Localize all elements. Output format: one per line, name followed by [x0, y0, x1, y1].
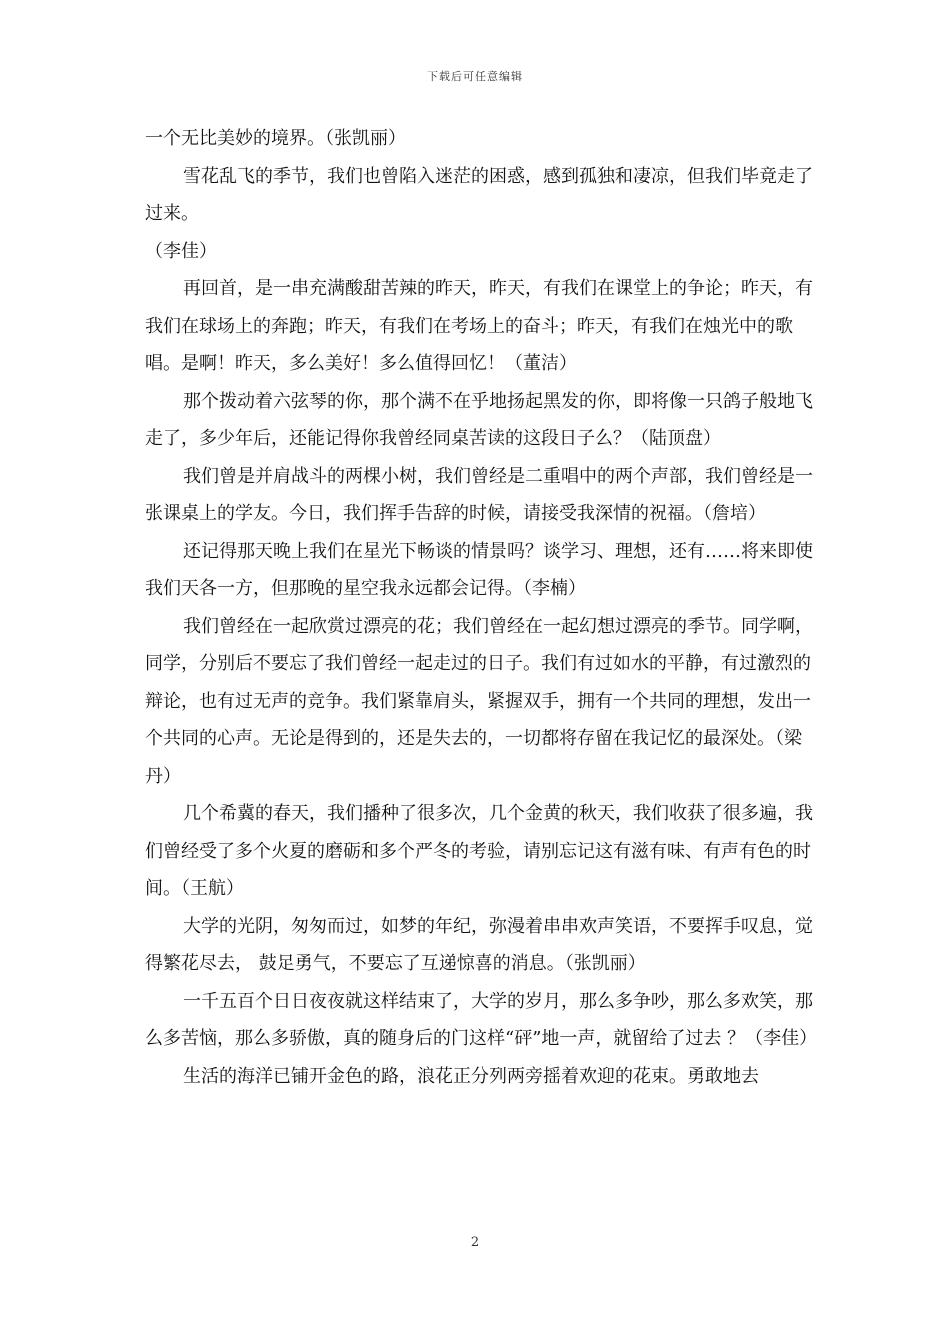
paragraph: 一千五百个日日夜夜就这样结束了，大学的岁月，那么多争吵，那么多欢笑，那么多苦恼，那么多骄傲，真的随身后的门这样“砰”地一声，就留给了过去 ？（李佳）: [145, 990, 818, 1049]
document-body: [145, 120, 818, 1095]
page-number: 2: [470, 1235, 480, 1250]
paragraph: 我们曾是并肩战斗的两棵小树，我们曾经是二重唱中的两个声部，我们曾经是一张课桌上的学友。今日，我们挥手告辞的时候，请接受我深情的祝福。（詹培）: [145, 465, 813, 524]
page-header: 下载后可任意编辑: [427, 70, 523, 83]
paragraph: 雪花乱飞的季节，我们也曾陷入迷茫的困惑，感到孤独和凄凉，但我们毕竟走了过来。: [145, 165, 813, 224]
paragraph: 生活的海洋已铺开金色的路，浪花正分列两旁摇着欢迎的花束。勇敢地去: [183, 1065, 759, 1087]
paragraph-signature: （李佳）: [145, 240, 217, 262]
paragraph: 再回首，是一串充满酸甜苦辣的昨天，昨天，有我们在课堂上的争论；昨天，有我们在球场上的奔跑；昨天，有我们在考场上的奋斗；昨天，有我们在烛光中的歌唱。是啊！昨天，多么美好！多么值得回忆！（董洁）: [145, 278, 813, 374]
paragraph: 那个拨动着六弦琴的你，那个满不在乎地扬起黑发的你，即将像一只鸽子般地飞走了，多少年后，还能记得你我曾经同桌苦读的这段日子么？（陆顶盘）: [145, 390, 813, 449]
paragraph: 还记得那天晚上我们在星光下畅谈的情景吗？谈学习、理想，还有……将来即使我们天各一方，但那晚的星空我永远都会记得。（李楠）: [145, 540, 813, 599]
paragraph-continued: 一个无比美妙的境界。（张凯丽）: [145, 128, 406, 149]
paragraph: 我们曾经在一起欣赏过漂亮的花；我们曾经在一起幻想过漂亮的季节。同学啊，同学，分别后不要忘了我们曾经一起走过的日子。我们有过如水的平静，有过激烈的辩论，也有过无声的竞争。我们紧靠肩头，紧握双手，拥有一个共同的理想，发出一个共同的心声。无论是得到的，还是失去的，一切都将存留在我记忆的最深处。（梁丹）: [145, 615, 813, 787]
paragraph: 大学的光阴，匆匆而过，如梦的年纪，弥漫着串串欢声笑语，不要挥手叹息，觉得繁花尽去， 鼓足勇气，不要忘了互递惊喜的消息。（张凯丽）: [145, 915, 813, 974]
paragraph: 几个希冀的春天，我们播种了很多次，几个金黄的秋天，我们收获了很多遍，我们曾经受了多个火夏的磨砺和多个严冬的考验，请别忘记这有滋有味、有声有色的时间。（王航）: [145, 803, 813, 899]
